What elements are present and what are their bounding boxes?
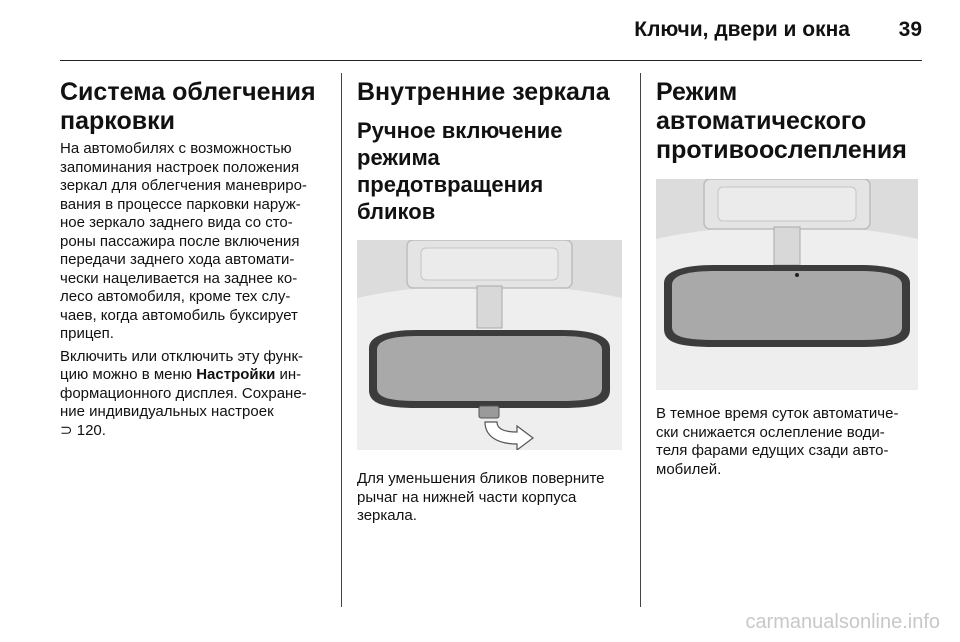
paragraph-settings-menu <box>60 348 330 441</box>
page-reference-arrow-icon: ⊃ <box>60 421 73 439</box>
manual-mirror-illustration <box>357 240 622 450</box>
page-number: 39 <box>898 18 922 41</box>
column-divider-left <box>341 73 342 607</box>
mirror-mount <box>477 286 502 328</box>
text-line: вания в процессе парковки наруж- <box>60 195 301 213</box>
text-line: формационного дисплея. Сохране- <box>60 384 307 402</box>
column-interior-mirrors <box>357 78 627 526</box>
heading-line: режима предотвращения <box>357 145 544 197</box>
mirror-glass <box>672 271 902 340</box>
mirror-glass <box>377 336 602 401</box>
mirror-mount <box>774 227 800 265</box>
text-line: передачи заднего хода автомати- <box>60 251 295 268</box>
heading-line: противоослепления <box>656 136 907 164</box>
column-divider-right <box>640 73 641 607</box>
heading-line: бликов <box>357 199 436 224</box>
paragraph-parking-assist <box>60 140 330 344</box>
heading-line: Ручное включение <box>357 118 563 143</box>
text-fragment: ин- <box>275 366 302 383</box>
caption-manual-antiglare <box>357 470 627 526</box>
caption-automatic-antiglare <box>656 405 926 479</box>
section-heading-automatic-antiglare <box>656 78 926 165</box>
text-line: запоминания настроек положения <box>60 158 300 176</box>
text-line: чаев, когда автомобиль буксирует <box>60 306 298 324</box>
text-line: мобилей. <box>656 460 722 478</box>
heading-line: Режим автоматического <box>656 78 867 135</box>
section-heading-interior-mirrors: Внутренние зеркала <box>357 78 610 106</box>
text-line: теля фарами едущих сзади авто- <box>656 442 889 459</box>
auto-mirror-illustration <box>656 179 918 390</box>
text-line: зеркал для облегчения маневриро- <box>60 177 307 194</box>
console-panel <box>421 248 558 280</box>
text-line: роны пассажира после включения <box>60 232 300 250</box>
heading-line: Система облегчения <box>60 78 316 106</box>
column-parking-assist <box>60 78 330 440</box>
text-line: лесо автомобиля, кроме тех слу- <box>60 288 291 305</box>
text-line: ное зеркало заднего вида со сто- <box>60 214 293 231</box>
page-reference-link[interactable]: 120. <box>76 421 106 439</box>
running-header-title: Ключи, двери и окна <box>634 18 850 41</box>
text-line: чески нацеливается на заднее ко- <box>60 269 298 287</box>
subheading-manual-antiglare <box>357 117 627 225</box>
text-line: Включить или отключить эту функ- <box>60 347 304 365</box>
console-panel <box>718 187 856 221</box>
antiglare-lever <box>479 406 499 418</box>
text-fragment: цию можно в меню <box>60 366 197 383</box>
text-line: В темное время суток автоматиче- <box>656 405 899 422</box>
text-line: зеркала. <box>357 507 417 524</box>
header-rule <box>60 60 922 61</box>
text-line: рычаг на нижней части корпуса <box>357 488 577 506</box>
text-line: ние индивидуальных настроек <box>60 403 274 420</box>
text-line: прицеп. <box>60 325 114 342</box>
light-sensor-icon <box>795 273 799 277</box>
text-line: ски снижается ослепление води- <box>656 423 885 441</box>
column-automatic-antiglare <box>656 78 926 479</box>
section-heading-parking-assist <box>60 78 330 136</box>
settings-menu-term: Настройки <box>196 366 276 383</box>
heading-line: парковки <box>60 107 175 135</box>
text-line: Для уменьшения бликов поверните <box>357 470 605 487</box>
watermark: carmanualsonline.info <box>745 611 940 633</box>
text-line: На автомобилях с возможностью <box>60 140 292 157</box>
